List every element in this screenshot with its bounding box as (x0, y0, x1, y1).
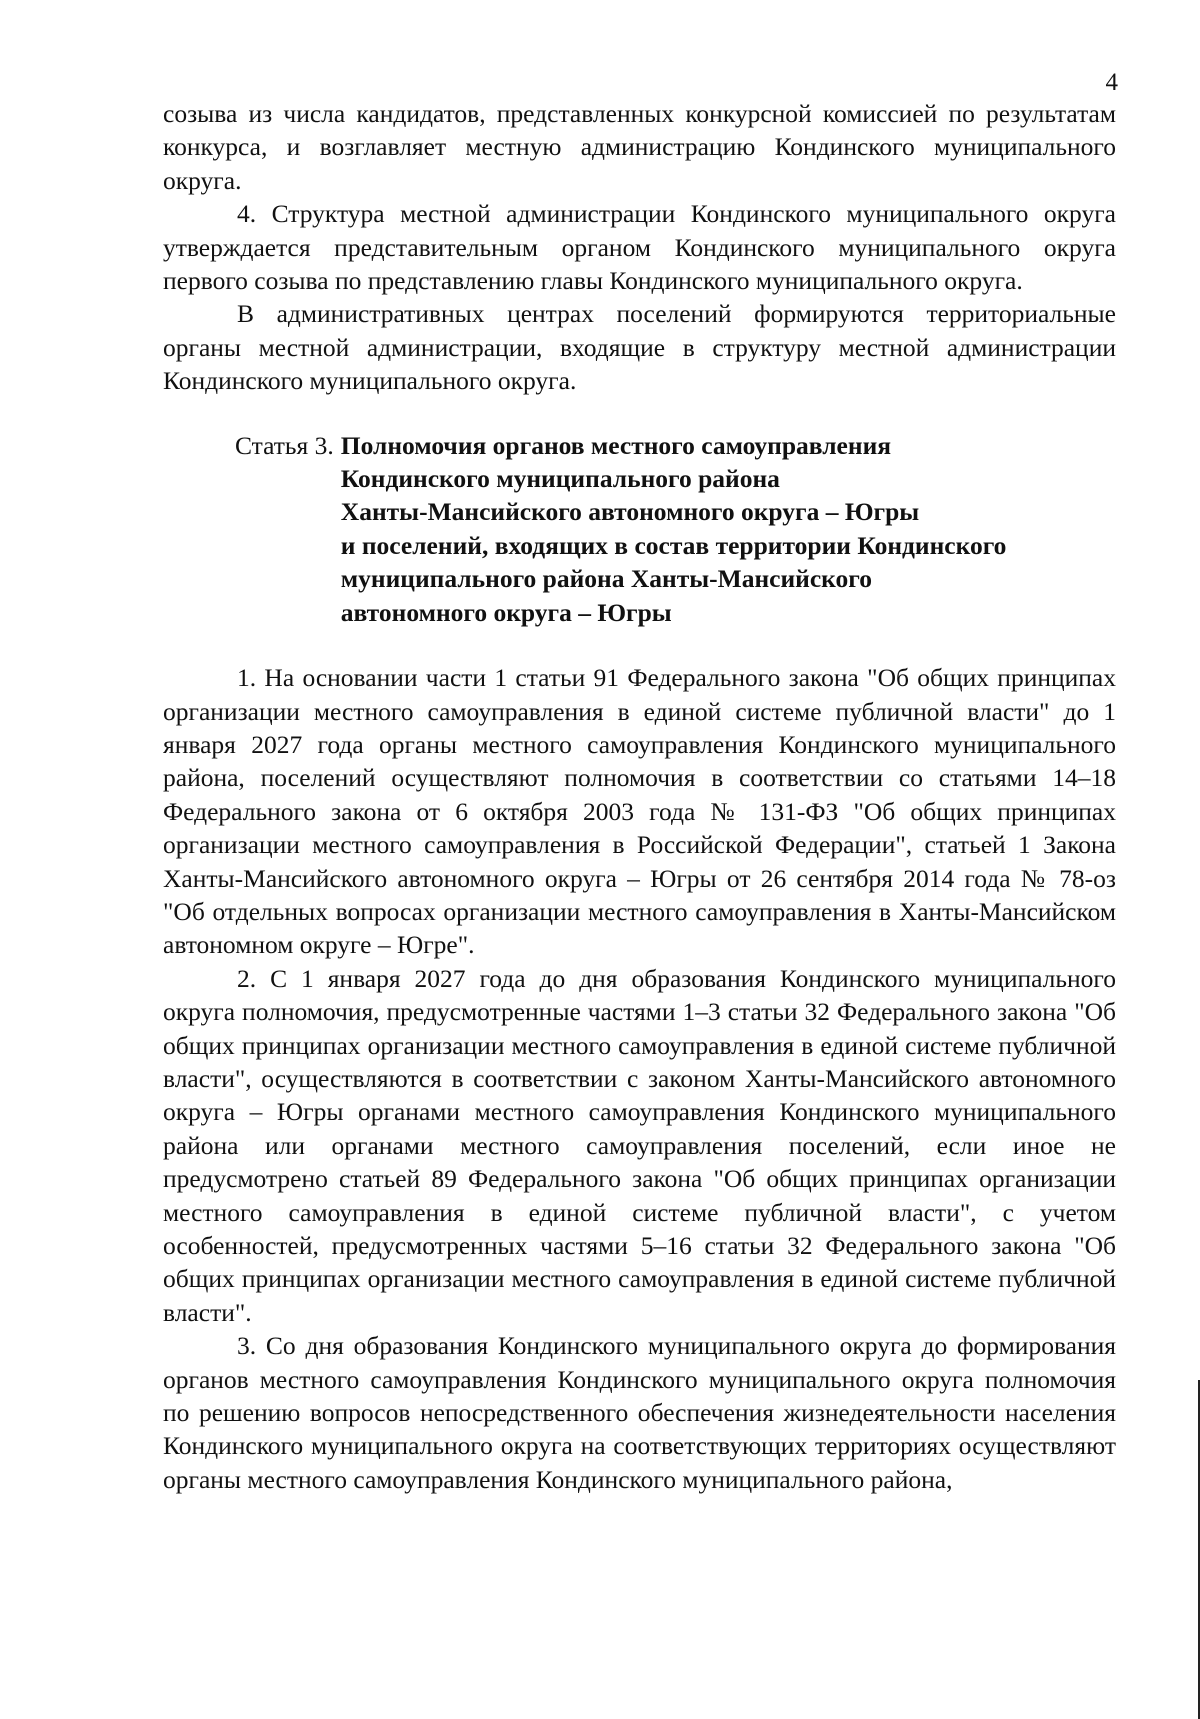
document-body (163, 97, 1116, 1496)
article-title (334, 429, 1116, 629)
intro-paragraph-continuation: созыва из числа кандидатов, представленных конкурсной комиссией по результатам конкурса, и возглавляет местную администрацию Кондинского муниципального округа. (163, 99, 1116, 195)
article-title-line: и поселений, входящих в состав территории Кондинского (340, 530, 1007, 560)
intro-paragraph-structure: 4. Структура местной администрации Кондинского муниципального округа утверждается представительным органом Кондинского муниципального округа первого созыва по представлению главы Кондинского муниципального округа. (163, 199, 1116, 296)
article-title-line: муниципального района Ханты-Мансийского (340, 564, 872, 594)
article-title-line: Полномочия органов местного самоуправления (340, 430, 892, 460)
article-title-line: Ханты-Мансийского автономного округа – Югры (340, 497, 920, 527)
article-label: Статья 3. (235, 430, 334, 460)
article-heading (235, 429, 1116, 629)
article-paragraph-2: 2. С 1 января 2027 года до дня образования Кондинского муниципального округа полномочия, предусмотренные частями 1–3 статьи 32 Федерального закона "Об общих принципах организации местного самоуправления в единой системе публичной власти", осуществляются в соответствии с законом Ханты-Мансийского автономного округа – Югры органами местного самоуправления Кондинского муниципального района или органами местного самоуправления поселений, если иное не предусмотрено статьей 89 Федерального закона "Об общих принципах организации местного самоуправления в единой системе публичной власти", с учетом особенностей, предусмотренных частями 5–16 статьи 32 Федерального закона "Об общих принципах организации местного самоуправления в единой системе публичной власти". (163, 963, 1116, 1327)
article-paragraph-3: 3. Со дня образования Кондинского муниципального округа до формирования органов местного самоуправления Кондинского муниципального округа полномочия по решению вопросов непосредственного обеспечения жизнедеятельности населения Кондинского муниципального округа на соответствующих территориях осуществляют органы местного самоуправления Кондинского муниципального района, (163, 1331, 1116, 1494)
article-title-line: автономного округа – Югры (340, 597, 672, 627)
article-title-line: Кондинского муниципального района (340, 464, 780, 494)
article-paragraph-1: 1. На основании части 1 статьи 91 Федерального закона "Об общих принципах организации местного самоуправления в единой системе публичной власти" до 1 января 2027 года органы местного самоуправления Кондинского муниципального района, поселений осуществляют полномочия в соответствии со статьями 14–18 Федерального закона от 6 октября 2003 года № 131-ФЗ "Об общих принципах организации местного самоуправления в Российской Федерации", статьей 1 Закона Ханты-Мансийского автономного округа – Югры от 26 сентября 2014 года № 78-оз "Об отдельных вопросах организации местного самоуправления в Ханты-Мансийском автономном округе – Югре". (163, 663, 1116, 960)
page-number: 4 (1105, 69, 1118, 96)
intro-paragraph-territorial-bodies: В административных центрах поселений формируются территориальные органы местной администрации, входящие в структуру местной администрации Кондинского муниципального округа. (163, 299, 1116, 396)
